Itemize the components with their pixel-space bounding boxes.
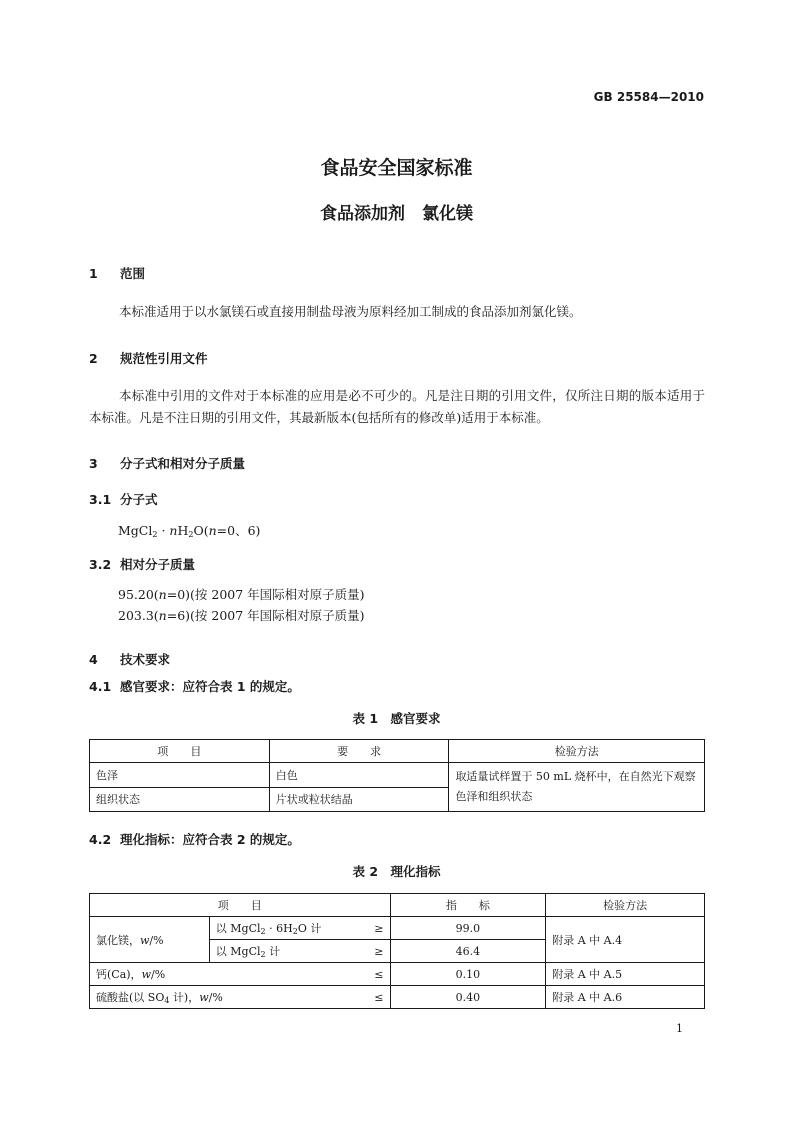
comparison-sign: ≤ (360, 963, 390, 986)
requirement-cell: 片状或粒状结晶 (269, 787, 449, 812)
table-header-row (90, 740, 705, 763)
molecular-mass-line-1: 95.20(n=0)(按 2007 年国际相对原子质量) (118, 587, 365, 602)
item-cell: 氯化镁，w/% (90, 917, 210, 963)
physicochemical-indicators-table (89, 893, 705, 1009)
header-cell: 检验方法 (546, 894, 705, 917)
method-cell: 附录 A 中 A.4 (546, 917, 705, 963)
section-1-heading (89, 264, 145, 282)
comparison-sign: ≥ (360, 917, 390, 940)
item-cell: 钙(Ca)，w/% (90, 963, 361, 986)
section-title: 理化指标：应符合表 2 的规定。 (120, 832, 300, 847)
section-3-2-heading (89, 555, 195, 573)
standard-number: GB 25584—2010 (593, 90, 704, 104)
section-2-body: 本标准中引用的文件对于本标准的应用是必不可少的。凡是注日期的引用文件，仅所注日期的版本适用于本标准。凡是不注日期的引用文件，其最新版本(包括所有的修改单)适用于本标准。 (89, 388, 705, 425)
document-subtitle: 食品添加剂 氯化镁 (320, 204, 473, 224)
header-cell: 指 标 (390, 894, 546, 917)
section-4-1-heading (89, 677, 300, 695)
method-cell: 取适量试样置于 50 mL 烧杯中，在自然光下观察色泽和组织状态 (449, 763, 705, 812)
header-cell: 检验方法 (449, 740, 705, 763)
header-cell: 项 目 (90, 894, 391, 917)
section-1-body: 本标准适用于以水氯镁石或直接用制盐母液为原料经加工制成的食品添加剂氯化镁。 (119, 304, 582, 319)
item-cell: 组织状态 (90, 787, 270, 812)
section-title: 相对分子质量 (120, 557, 196, 572)
section-3-heading (89, 454, 245, 472)
item-cell: 色泽 (90, 763, 270, 788)
sub-item-cell: 以 MgCl$_2$ 计 (209, 940, 360, 963)
table-1-caption: 表 1 感官要求 (352, 711, 441, 726)
section-number: 3 (89, 456, 98, 471)
section-title: 感官要求：应符合表 1 的规定。 (120, 679, 300, 694)
section-4-2-heading (89, 830, 300, 848)
document-title: 食品安全国家标准 (320, 157, 473, 179)
value-cell: 0.10 (390, 963, 546, 986)
comparison-sign: ≥ (360, 940, 390, 963)
section-title: 技术要求 (120, 652, 171, 667)
molecular-formula: MgCl$_2$ · $nH_2O(n=0$、6) (118, 523, 261, 539)
section-number: 1 (89, 266, 98, 281)
section-title: 范围 (120, 266, 146, 281)
table-row (90, 986, 705, 1009)
section-number: 4 (89, 652, 98, 667)
value-cell: 0.40 (390, 986, 546, 1009)
item-cell: 硫酸盐(以 $SO_4$ 计)，w/% (90, 986, 361, 1009)
section-4-heading (89, 650, 170, 668)
section-title: 分子式和相对分子质量 (120, 456, 246, 471)
requirement-cell: 白色 (269, 763, 449, 788)
value-cell: 99.0 (390, 917, 546, 940)
table-row (90, 763, 705, 788)
header-cell: 要 求 (269, 740, 449, 763)
method-cell: 附录 A 中 A.5 (546, 963, 705, 986)
section-number: 4.1 (89, 679, 112, 694)
page-number: 1 (676, 1022, 683, 1035)
molecular-mass-line-2: 203.3(n=6)(按 2007 年国际相对原子质量) (118, 608, 365, 623)
section-title: 分子式 (120, 492, 158, 507)
sensory-requirements-table (89, 739, 705, 812)
value-cell: 46.4 (390, 940, 546, 963)
section-number: 2 (89, 351, 98, 366)
sub-item-cell: 以 MgCl$_2$ · $6H_2O$ 计 (209, 917, 360, 940)
method-cell: 附录 A 中 A.6 (546, 986, 705, 1009)
section-2-heading (89, 349, 208, 367)
section-number: 3.1 (89, 492, 112, 507)
section-number: 3.2 (89, 557, 112, 572)
section-number: 4.2 (89, 832, 112, 847)
table-2-caption: 表 2 理化指标 (352, 864, 441, 879)
header-cell: 项 目 (90, 740, 270, 763)
section-title: 规范性引用文件 (120, 351, 208, 366)
table-row (90, 963, 705, 986)
table-row (90, 917, 705, 940)
comparison-sign: ≤ (360, 986, 390, 1009)
section-3-1-heading (89, 490, 158, 508)
table-header-row (90, 894, 705, 917)
